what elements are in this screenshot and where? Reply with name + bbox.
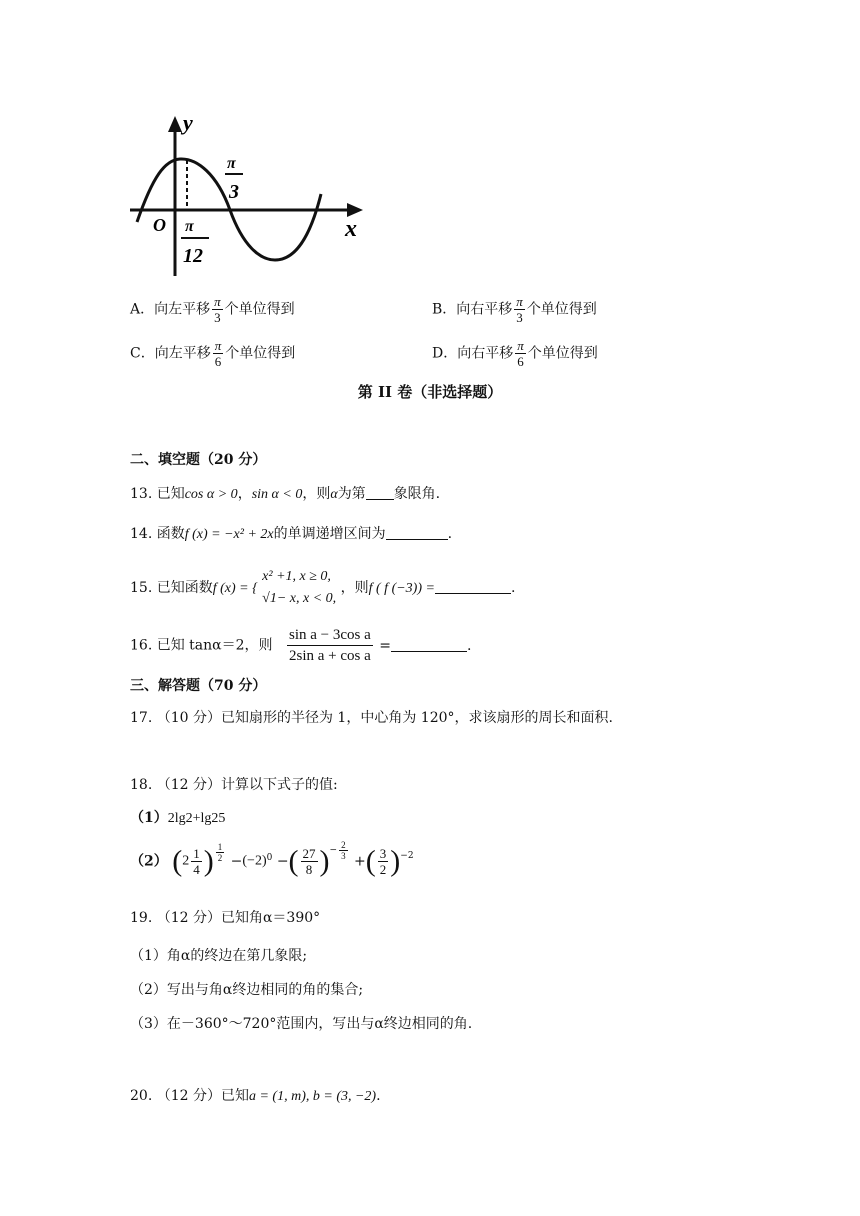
pi3-num: π [227,155,236,172]
pi12-num: π [185,218,194,235]
option-b: B．向右平移 $\frac{\pi}{3}$ 个单位得到 [432,294,597,325]
x-axis-arrow [347,203,363,217]
question-20: 20. （12 分）已知a = (1, m), b = (3, −2). [130,1088,381,1104]
section3-heading: 三、解答题（70 分） [130,678,267,694]
pi3-den: 3 [229,181,239,203]
question-18-part1: （1）2lg2+lg25 [130,810,226,826]
question-18: 18. （12 分）计算以下式子的值: [130,777,338,793]
question-19-part1: （1）角α的终边在第几象限; [130,948,308,964]
option-c: C．向左平移 $\frac{\pi}{6}$ 个单位得到 [130,338,296,369]
part2-title: 第 II 卷（非选择题） [357,383,503,401]
option-d: D．向右平移 $\frac{\pi}{6}$ 个单位得到 [432,338,598,369]
question-18-part2: （2） (2 $\frac{1}{4}$ ) $\frac{1}{2}$ $-(-2)^0$ −( $\frac{27}{8}$ )− $\frac{2}{3}$ +( $\frac{3}{2}$ )$^{-2}$ [130,840,414,878]
origin-label: O [153,215,166,235]
sine-graph [125,110,375,280]
x-axis-label: x [345,216,357,242]
question-13: 13. 已知cos α > 0，sin α < 0，则α为第 象限角. [130,486,441,502]
y-axis-arrow [168,116,182,132]
question-19: 19. （12 分）已知角α＝390° [130,910,321,926]
question-15: 15. 已知函数f (x) = { x² +1, x ≥ 0, √1− x, x < 0, ，则f ( f (−3)) = . [130,569,516,606]
question-14: 14. 函数f (x) = −x² + 2x的单调递增区间为 . [130,526,453,542]
section2-heading: 二、填空题（20 分） [130,452,267,468]
question-19-part3: （3）在－360°～720°范围内，写出与α终边相同的角. [130,1016,473,1032]
question-19-part2: （2）写出与角α终边相同的角的集合; [130,982,364,998]
option-a: A．向左平移 $\frac{\pi}{3}$ 个单位得到 [130,294,295,325]
pi12-den: 12 [183,245,203,267]
question-16: 16. 已知 tanα＝2，则 $\frac{\text{sin a − 3cos a}}{\text{2sin a + cos a}}$ = . [130,627,472,664]
question-17: 17. （10 分）已知扇形的半径为 1，中心角为 120°，求该扇形的周长和面积. [130,710,613,726]
y-axis-label: y [183,110,193,135]
